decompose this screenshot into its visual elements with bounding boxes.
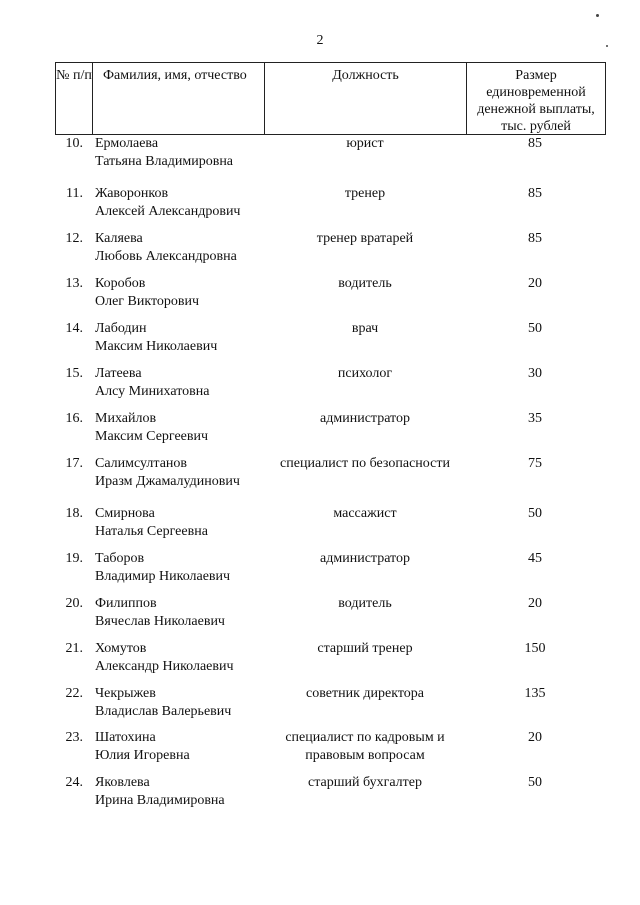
row-number: 15.: [65, 366, 83, 381]
row-number: 14.: [65, 321, 83, 336]
row-number: 11.: [66, 186, 83, 201]
scan-speck: [606, 45, 608, 47]
row-position-line: администратор: [320, 411, 410, 426]
row-fullname: [95, 595, 275, 631]
row-fullname: [95, 320, 275, 356]
row-fullname: [95, 685, 275, 721]
row-fullname: [95, 185, 275, 221]
row-fullname: [95, 455, 275, 491]
row-surname: Лабодин: [95, 321, 147, 336]
row-position: [265, 729, 465, 765]
row-position: [265, 185, 465, 203]
row-amount: 30: [528, 366, 542, 381]
row-surname: Яковлева: [95, 775, 150, 790]
row-position-line: специалист по кадровым и: [285, 730, 445, 745]
row-position-line: администратор: [320, 551, 410, 566]
row-surname: Чекрыжев: [95, 686, 156, 701]
row-position-line: старший бухгалтер: [308, 775, 422, 790]
row-position: [265, 455, 465, 473]
table-row: [0, 729, 640, 769]
header-amount: [466, 63, 605, 134]
row-number: 12.: [65, 231, 83, 246]
row-fullname: [95, 640, 275, 676]
row-fullname: [95, 135, 275, 171]
row-position-line: психолог: [337, 366, 393, 381]
row-given-names: Алсу Минихатовна: [95, 384, 210, 399]
row-amount: 35: [528, 411, 542, 426]
table-row: [0, 640, 640, 680]
row-amount: 135: [524, 686, 546, 701]
row-position-line: водитель: [338, 596, 392, 611]
row-position: [265, 505, 465, 523]
row-number: 10.: [65, 136, 83, 151]
row-given-names: Александр Николаевич: [95, 659, 234, 674]
table-row: [0, 774, 640, 814]
row-amount: 85: [528, 186, 542, 201]
row-fullname: [95, 230, 275, 266]
header-amount-line: Размер: [515, 68, 557, 83]
row-amount: 75: [528, 456, 542, 471]
row-position: [265, 365, 465, 383]
row-position: [265, 640, 465, 658]
row-position-line: юрист: [346, 136, 384, 151]
row-number: 16.: [65, 411, 83, 426]
row-number: 21.: [65, 641, 83, 656]
table-row: [0, 275, 640, 315]
row-position: [265, 410, 465, 428]
row-amount: 85: [528, 231, 542, 246]
row-surname: Шатохина: [95, 730, 156, 745]
row-position-line: тренер: [344, 186, 386, 201]
row-surname: Каляева: [95, 231, 143, 246]
table-row: [0, 410, 640, 450]
row-amount: 20: [528, 596, 542, 611]
row-given-names: Алексей Александрович: [95, 204, 241, 219]
row-fullname: [95, 505, 275, 541]
row-position-line: специалист по безопасности: [280, 456, 450, 471]
row-number: 13.: [65, 276, 83, 291]
table-row: [0, 550, 640, 590]
row-amount: 20: [528, 730, 542, 745]
row-given-names: Максим Николаевич: [95, 339, 218, 354]
table-row: [0, 685, 640, 725]
row-surname: Таборов: [95, 551, 145, 566]
row-position: [265, 685, 465, 703]
header-position: Должность: [264, 63, 466, 134]
table-row: [0, 135, 640, 175]
row-position: [265, 320, 465, 338]
row-position: [265, 230, 465, 248]
row-amount: 50: [528, 506, 542, 521]
row-fullname: [95, 275, 275, 311]
row-surname: Михайлов: [95, 411, 157, 426]
row-given-names: Вячеслав Николаевич: [95, 614, 225, 629]
row-position-line: советник директора: [306, 686, 424, 701]
row-surname: Ермолаева: [95, 136, 159, 151]
row-given-names: Юлия Игоревна: [95, 748, 190, 763]
row-position: [265, 774, 465, 792]
row-number: 17.: [65, 456, 83, 471]
row-given-names: Иразм Джамалудинович: [95, 474, 240, 489]
header-amount-line: единовременной: [486, 85, 586, 100]
row-number: 18.: [65, 506, 83, 521]
row-number: 19.: [65, 551, 83, 566]
row-amount: 50: [528, 775, 542, 790]
row-fullname: [95, 550, 275, 586]
table-row: [0, 455, 640, 495]
header-name: Фамилия, имя, отчество: [92, 63, 264, 134]
row-amount: 20: [528, 276, 542, 291]
row-given-names: Олег Викторович: [95, 294, 200, 309]
table-row: [0, 320, 640, 360]
table-row: [0, 595, 640, 635]
row-amount: 150: [524, 641, 546, 656]
row-amount: 45: [528, 551, 542, 566]
row-position-line: массажист: [333, 506, 397, 521]
row-fullname: [95, 729, 275, 765]
row-position-line: врач: [351, 321, 379, 336]
row-surname: Коробов: [95, 276, 146, 291]
row-number: 20.: [65, 596, 83, 611]
row-surname: Смирнова: [95, 506, 155, 521]
row-fullname: [95, 410, 275, 446]
row-surname: Хомутов: [95, 641, 147, 656]
row-given-names: Максим Сергеевич: [95, 429, 209, 444]
row-position-line: тренер вратарей: [316, 231, 414, 246]
scan-speck: [596, 14, 599, 17]
header-amount-line: тыс. рублей: [501, 119, 571, 134]
table-header: [55, 62, 606, 135]
row-given-names: Любовь Александровна: [95, 249, 237, 264]
row-surname: Жаворонков: [95, 186, 169, 201]
row-amount: 85: [528, 136, 542, 151]
header-number: № п/п: [56, 68, 92, 83]
page-number: 2: [316, 33, 324, 48]
row-given-names: Владимир Николаевич: [95, 569, 231, 584]
row-position: [265, 275, 465, 293]
row-position: [265, 550, 465, 568]
row-position: [265, 135, 465, 153]
row-surname: Салимсултанов: [95, 456, 188, 471]
row-amount: 50: [528, 321, 542, 336]
row-given-names: Татьяна Владимировна: [95, 154, 234, 169]
row-position-line: правовым вопросам: [305, 748, 425, 763]
row-surname: Филиппов: [95, 596, 157, 611]
table-row: [0, 505, 640, 545]
header-amount-line: денежной выплаты,: [477, 102, 595, 117]
row-fullname: [95, 774, 275, 810]
row-position: [265, 595, 465, 613]
row-number: 23.: [65, 730, 83, 745]
row-given-names: Ирина Владимировна: [95, 793, 225, 808]
table-row: [0, 365, 640, 405]
row-number: 22.: [65, 686, 83, 701]
row-position-line: водитель: [338, 276, 392, 291]
row-position-line: старший тренер: [317, 641, 413, 656]
row-given-names: Владислав Валерьевич: [95, 704, 232, 719]
table-row: [0, 185, 640, 225]
row-surname: Латеева: [95, 366, 142, 381]
row-fullname: [95, 365, 275, 401]
table-row: [0, 230, 640, 270]
row-given-names: Наталья Сергеевна: [95, 524, 208, 539]
row-number: 24.: [65, 775, 83, 790]
